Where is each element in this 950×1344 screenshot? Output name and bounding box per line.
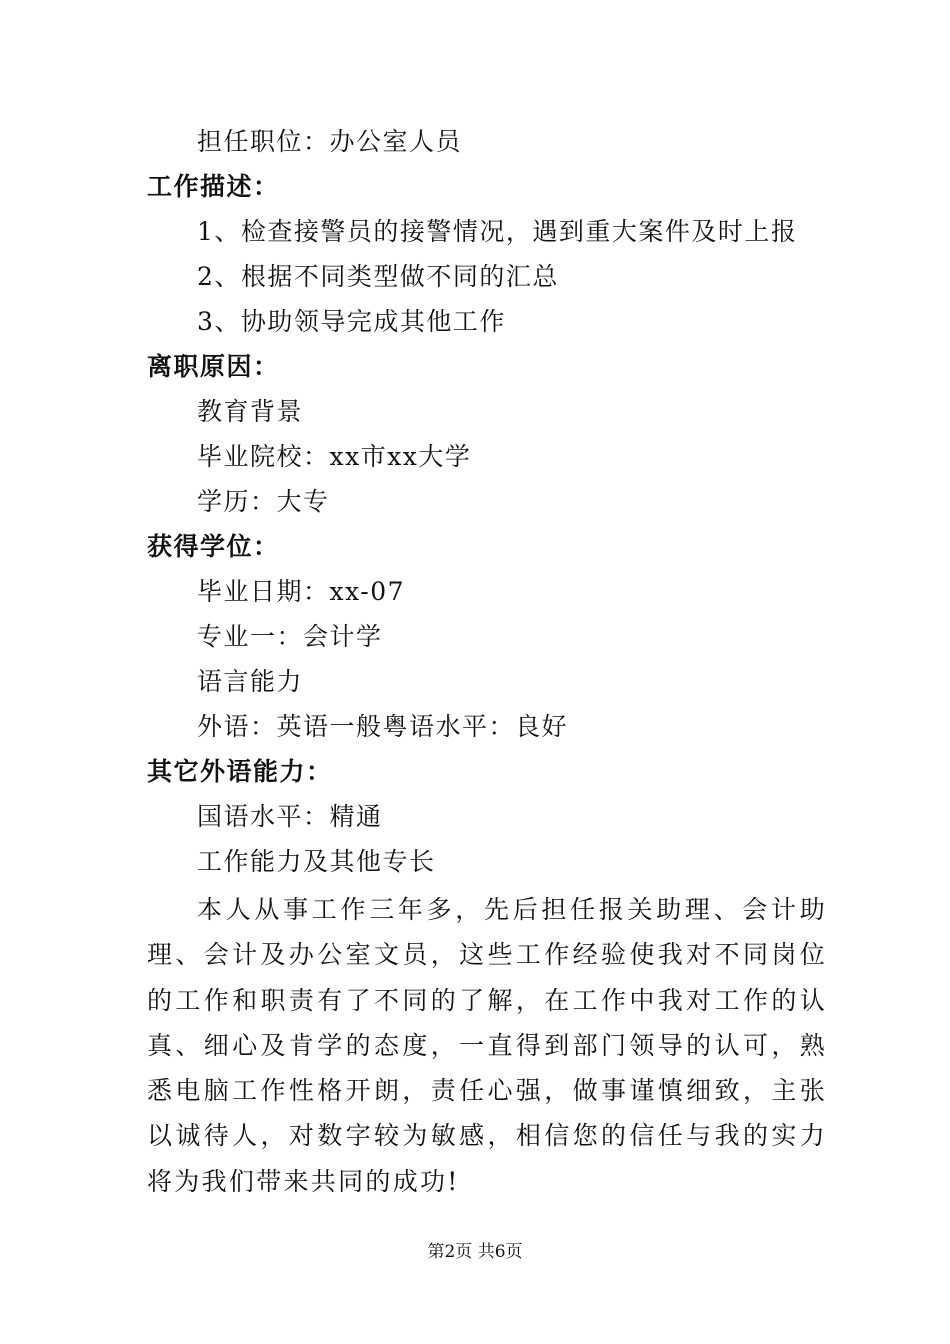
self-description-paragraph: 本人从事工作三年多，先后担任报关助理、会计助理、会计及办公室文员，这些工作经验使我对不同岗位的工作和职责有了不同的了解，在工作中我对工作的认真、细心及肯学的态度，一直得到部门领导的认可，熟悉电脑工作性格开朗，责任心强，做事谨慎细致，主张以诚待人，对数字较为敏感，相信您的信任与我的实力将为我们带来共同的成功!	[147, 895, 827, 1196]
education-section-title: 教育背景	[197, 397, 304, 426]
graduation-date-line: 毕业日期：xx-07	[197, 577, 406, 606]
duty-item-1: 1、检查接警员的接警情况，遇到重大案件及时上报	[197, 217, 798, 246]
foreign-language-line: 外语：英语一般粤语水平：良好	[197, 712, 569, 741]
school-line: 毕业院校：xx市xx大学	[197, 442, 472, 471]
position-line: 担任职位：办公室人员	[197, 127, 463, 156]
language-section-title: 语言能力	[197, 667, 304, 696]
duty-item-3: 3、协助领导完成其他工作	[197, 307, 506, 336]
leave-reason-heading: 离职原因：	[147, 352, 280, 381]
major-line: 专业一：会计学	[197, 622, 383, 651]
duty-item-2: 2、根据不同类型做不同的汇总	[197, 262, 559, 291]
degree-heading: 获得学位：	[147, 532, 280, 561]
work-description-heading: 工作描述：	[147, 172, 280, 201]
mandarin-line: 国语水平：精通	[197, 802, 383, 831]
other-language-heading: 其它外语能力：	[147, 757, 333, 786]
skills-section-title: 工作能力及其他专长	[197, 847, 436, 876]
page-footer: 第2页 共6页	[427, 1242, 523, 1262]
degree-level-line: 学历：大专	[197, 487, 330, 516]
